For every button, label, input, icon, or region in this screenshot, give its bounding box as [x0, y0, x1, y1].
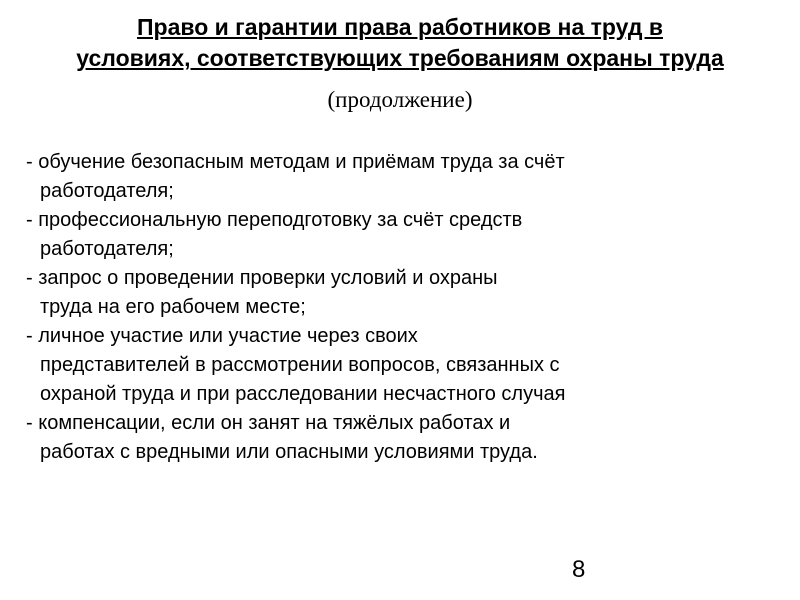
list-item-4-line-3: охраной труда и при расследовании несчастного случая — [40, 383, 566, 405]
slide-title — [0, 12, 800, 74]
slide-title-line-2: условиях, соответствующих требованиям охраны труда — [76, 45, 724, 71]
list-item-5-line-2: работах с вредными или опасными условиями труда. — [40, 441, 538, 463]
slide-title-line-1: Право и гарантии права работников на труд в — [136, 14, 663, 40]
list-item-1-line-1: - обучение безопасным методам и приёмам труда за счёт — [26, 151, 565, 173]
list-item-1-line-2: работодателя; — [40, 180, 174, 202]
slide-subtitle: (продолжение) — [327, 87, 473, 112]
page-number: 8 — [572, 556, 586, 583]
list-item-2-line-2: работодателя; — [40, 238, 174, 260]
list-item-3-line-1: - запрос о проведении проверки условий и охраны — [26, 267, 498, 289]
list-item-5-line-1: - компенсации, если он занят на тяжёлых работах и — [26, 412, 511, 434]
rights-list — [26, 148, 766, 467]
list-item-3-line-2: труда на его рабочем месте; — [40, 296, 306, 318]
list-item-4-line-2: представителей в рассмотрении вопросов, связанных с — [40, 354, 560, 376]
list-item-2-line-1: - профессиональную переподготовку за счёт средств — [26, 209, 523, 231]
list-item-4-line-1: - личное участие или участие через своих — [26, 325, 418, 347]
